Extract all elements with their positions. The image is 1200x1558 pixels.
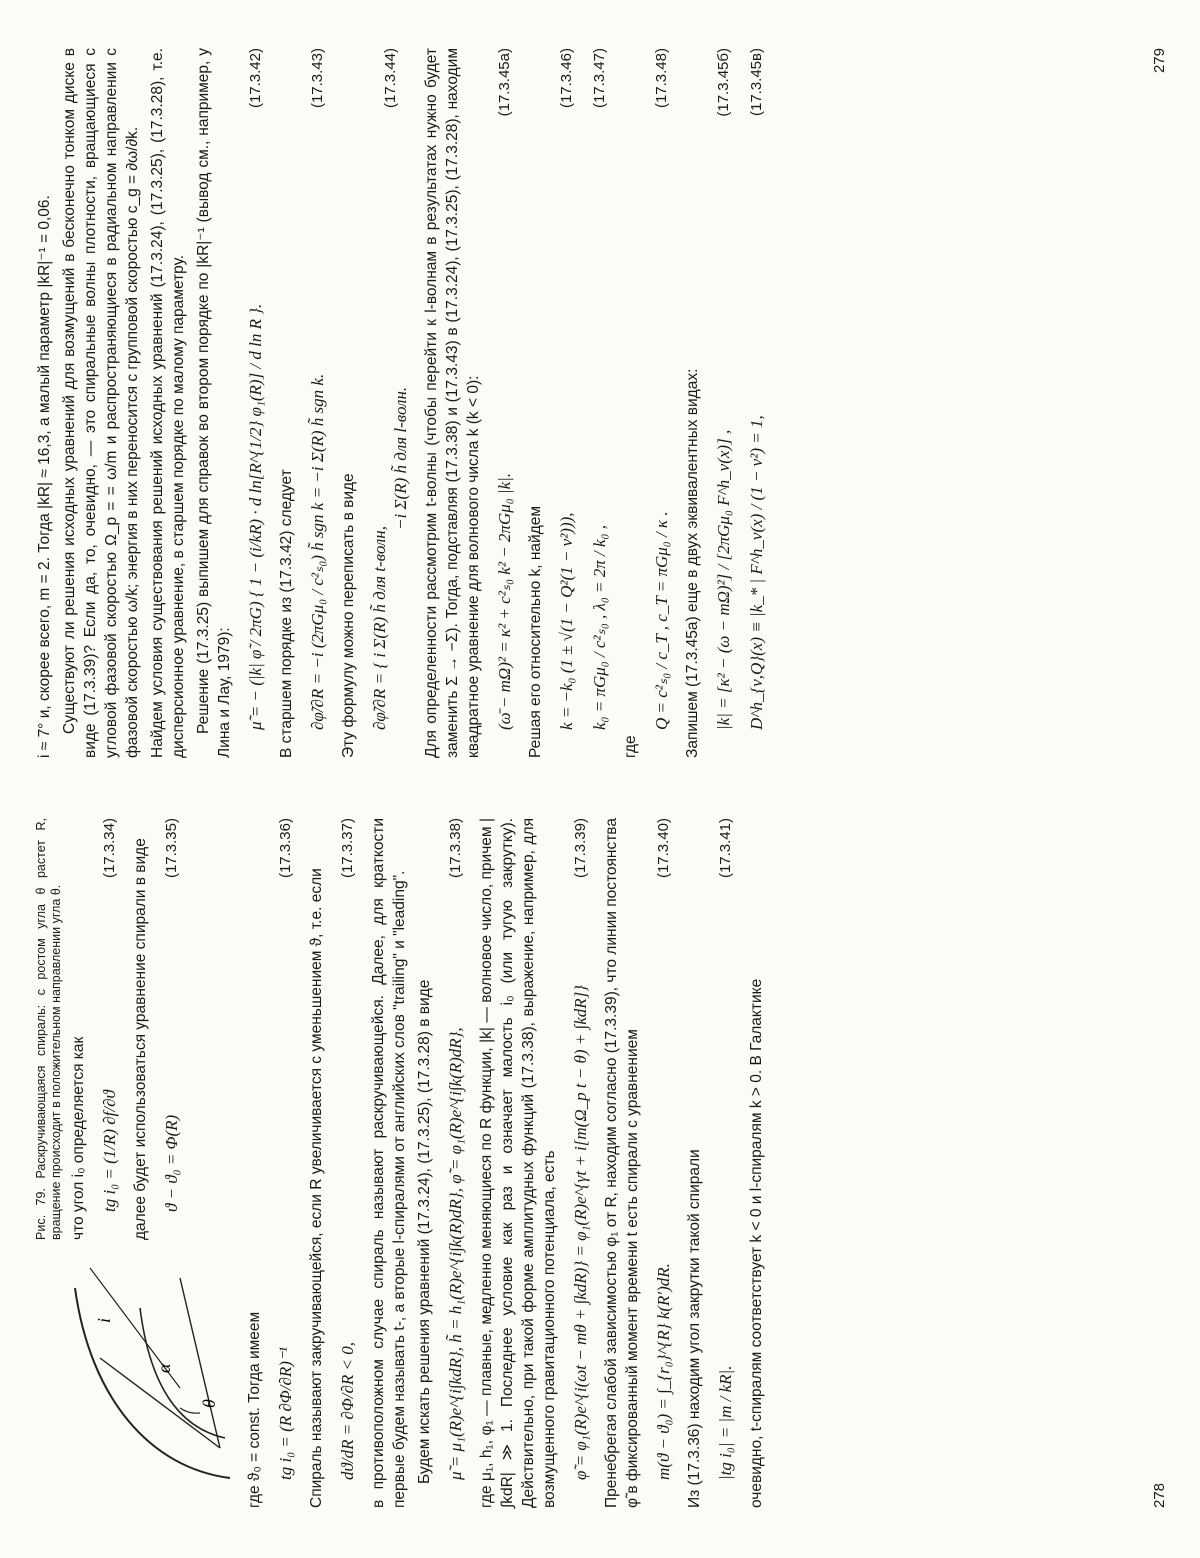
figure-block xyxy=(30,818,240,1508)
equation-17-3-43 xyxy=(301,48,334,758)
equation-number: (17.3.43) xyxy=(309,48,326,109)
equation-number: (17.3.45в) xyxy=(748,48,765,117)
equation-17-3-35 xyxy=(155,818,188,1240)
equation-17-3-48 xyxy=(645,48,678,758)
equation-body: dϑ/dR = ∂Φ/∂R < 0, xyxy=(338,1342,357,1480)
equation-number: (17.3.44) xyxy=(381,48,399,109)
paragraph: Спираль называют закручивающейся, если R увеличивается с уменьшением ϑ, т.е. если xyxy=(308,868,325,1508)
equation-body: ϑ − ϑ₀ = Φ(R) xyxy=(162,1114,181,1212)
equation-line: ∂φ̃/∂R = { i Σ(R) h̃ для t-волн, xyxy=(370,526,389,730)
equation-body xyxy=(369,387,411,730)
equation-17-3-45c xyxy=(740,48,773,758)
equation-body: tg i₀ = (R ∂Φ/∂R)⁻¹ xyxy=(276,1347,295,1480)
paragraph: Будем искать решения уравнений (17.3.24), (17.3.25), (17.3.28) в виде xyxy=(416,979,433,1484)
equation-number: (17.3.41) xyxy=(717,818,734,879)
equation-number: (17.3.47) xyxy=(591,48,608,109)
paragraph: в противоположном случае спираль называют раскручивающейся. Далее, для краткости первые будем называть t-, а вторые l-спиралями от английских слов "trailing" и "leading". xyxy=(370,818,408,1508)
equation-17-3-44 xyxy=(363,48,417,758)
paragraph: Решая его относительно k, найдем xyxy=(527,505,544,758)
equation-body: ∂φ̃/∂R = −i (2πGμ₀ / c²ₛ₀) h̃ sgn k = −i Σ(R) h̃ sgn k. xyxy=(308,373,327,730)
equation-body: φ̃ = φ₁(R)e^{i(ωt − mθ + ∫kdR)} = φ₁(R)e^{γt + i[m(Ω_p t − θ) + ∫kdR]} xyxy=(571,984,590,1480)
equation-body: tg i₀ = (1/R) ∂f/∂ϑ xyxy=(100,1090,119,1212)
equation-number: (17.3.37) xyxy=(339,818,356,879)
paragraph: где μ₁, h₁, φ₁ — плавные, медленно меняющиеся по R функции, |k| — волновое число, причем |∫kdR| ≫ 1. Последнее условие как раз и означает малость i₀ (или тугую закрутку). Действительно, при такой форме амплитудных функций (17.3.38), выражение, например, для возмущенного гравитационного потенциала, есть xyxy=(478,818,558,1508)
paragraph: Запишем (17.3.45а) еще в двух эквивалентных видах: xyxy=(684,368,701,758)
equation-number: (17.3.45б) xyxy=(715,48,732,117)
left-page xyxy=(30,818,1170,1508)
equation-line: −i Σ(R) h̃ для l-волн. xyxy=(391,386,410,530)
right-page xyxy=(30,48,1170,758)
paragraph: Из (17.3.36) находим угол закрутки такой спирали xyxy=(686,1149,703,1508)
equation-body: (ω̄ − mΩ)² = κ² + c²ₛ₀ k² − 2πGμ₀ |k|. xyxy=(495,472,514,730)
equation-17-3-37 xyxy=(331,818,364,1508)
equation-17-3-39 xyxy=(564,818,597,1508)
figure-side-text xyxy=(30,818,240,1240)
equation-number: (17.3.35) xyxy=(163,818,180,879)
paragraph: Эту формулу можно переписать в виде xyxy=(340,473,357,758)
paragraph: Найдем условия существования решений исходных уравнений (17.3.24), (17.3.25), (17.3.28), т.е. дисперсионное уравнение, в старшем порядке по малому параметру. xyxy=(149,48,187,758)
equation-body: μ̃ = μ₁(R)e^{i∫kdR}, h̃ = h₁(R)e^{i∫k(R)dR}, φ̃ = φ₁(R)e^{i∫k(R)dR}, xyxy=(446,1027,465,1480)
paragraph: что угол i₀ определяется как xyxy=(70,1036,87,1240)
fig-label-alpha: α xyxy=(154,1363,174,1373)
equation-number: (17.3.42) xyxy=(247,48,264,109)
equation-number: (17.3.39) xyxy=(572,818,589,879)
fig-label-i: i xyxy=(94,1317,114,1323)
paragraph: i ≈ 7° и, скорее всего, m = 2. Тогда |kR| ≈ 16,3, а малый параметр |kR|⁻¹ = 0,06. xyxy=(36,195,53,758)
equation-number: (17.3.40) xyxy=(655,818,672,879)
equation-number: (17.3.45а) xyxy=(496,48,513,117)
equation-body: μ̃ = − (|k| φ̃ / 2πG) { 1 − (i/kR) · d ln[R^{1/2} φ₁(R)] / d ln R }. xyxy=(246,303,265,730)
paragraph: Для определенности рассмотрим t-волны (чтобы перейти к l-волнам в результатах нужно будет заменить Σ → −Σ). Тогда, подставляя (17.3.38) и (17.3.43) в (17.3.24), (17.3.25), (17.3.28), находим квадратное уравнение для волнового числа k (k < 0): xyxy=(423,48,482,758)
fig-label-theta: θ xyxy=(199,1399,219,1408)
equation-17-3-41 xyxy=(709,818,742,1508)
figure-caption: Рис. 79. Раскручивающаяся спираль: с ростом угла θ растет R, вращение происходит в положительном направлении угла θ. xyxy=(34,818,63,1240)
equation-17-3-42 xyxy=(239,48,272,758)
equation-number: (17.3.46) xyxy=(558,48,575,109)
equation-body: k₀ = πGμ₀ / c²ₛ₀ , λ₀ = 2π / k₀ , xyxy=(590,525,609,730)
equation-body: |k| = [κ² − (ω − mΩ)²] / [2πGμ₀ F^h_ν(x)] , xyxy=(714,429,733,730)
equation-17-3-36 xyxy=(269,818,302,1508)
paragraph: Пренебрегая слабой зависимостью φ₁ от R, находим согласно (17.3.39), что линии постоянства φ̃ в фиксированный момент времени t есть спирали с уравнением xyxy=(603,818,641,1508)
equation-number: (17.3.48) xyxy=(653,48,670,109)
equation-number: (17.3.34) xyxy=(101,818,118,879)
equation-body: D^h_{ν,Q}(x) ≡ |k_* | F^h_ν(x) / (1 − ν²) = 1, xyxy=(747,415,766,730)
equation-17-3-46 xyxy=(550,48,583,758)
equation-body: m(ϑ − ϑ₀) = ∫_{r₀}^{R} k(R′)dR. xyxy=(654,1263,673,1480)
page-number: 278 xyxy=(1151,1482,1168,1508)
equation-number: (17.3.38) xyxy=(447,818,464,879)
paragraph: В старшем порядке из (17.3.42) следует xyxy=(278,469,295,758)
equation-body: |tg i₀| = |m / kR|. xyxy=(716,1365,735,1480)
paragraph: где ϑ₀ = const. Тогда имеем xyxy=(246,1311,263,1508)
page-number: 279 xyxy=(1151,48,1168,74)
paragraph: очевидно, t-спиралям соответствует k < 0 и l-спиралям k > 0. В Галактике xyxy=(748,978,765,1508)
equation-number: (17.3.36) xyxy=(277,818,294,879)
equation-17-3-40 xyxy=(647,818,680,1508)
paragraph: далее будет использоваться уравнение спирали в виде xyxy=(132,838,149,1240)
equation-17-3-34 xyxy=(93,818,126,1240)
equation-17-3-45a xyxy=(488,48,521,758)
equation-17-3-38 xyxy=(439,818,472,1508)
paragraph: Решение (17.3.25) выпишем для справок во втором порядке по |kR|⁻¹ (вывод см., например, у Лина и Лау, 1979): xyxy=(195,48,233,758)
equation-17-3-47 xyxy=(583,48,616,758)
equation-body: k = −k₀ (1 ± √(1 − Q²(1 − ν²))), xyxy=(557,512,576,730)
paragraph: где xyxy=(622,735,639,758)
equation-body: Q = c²ₛ₀ / c_T , c_T = πGμ₀ / κ . xyxy=(652,511,671,730)
paragraph: Существуют ли решения исходных уравнений для возмущений в бесконечно тонком диске в виде (17.3.39)? Если да, то, очевидно, — это спиральные волны плотности, вращающиеся с угловой фазовой скоростью Ω_p = = ω/m и распространяющиеся в радиальном направлении с фазовой скоростью ω/k; энергия в них переносится с групповой скоростью c_g = ∂ω/∂k. xyxy=(61,48,141,758)
spiral-figure xyxy=(30,1258,240,1508)
equation-17-3-45b xyxy=(707,48,740,758)
